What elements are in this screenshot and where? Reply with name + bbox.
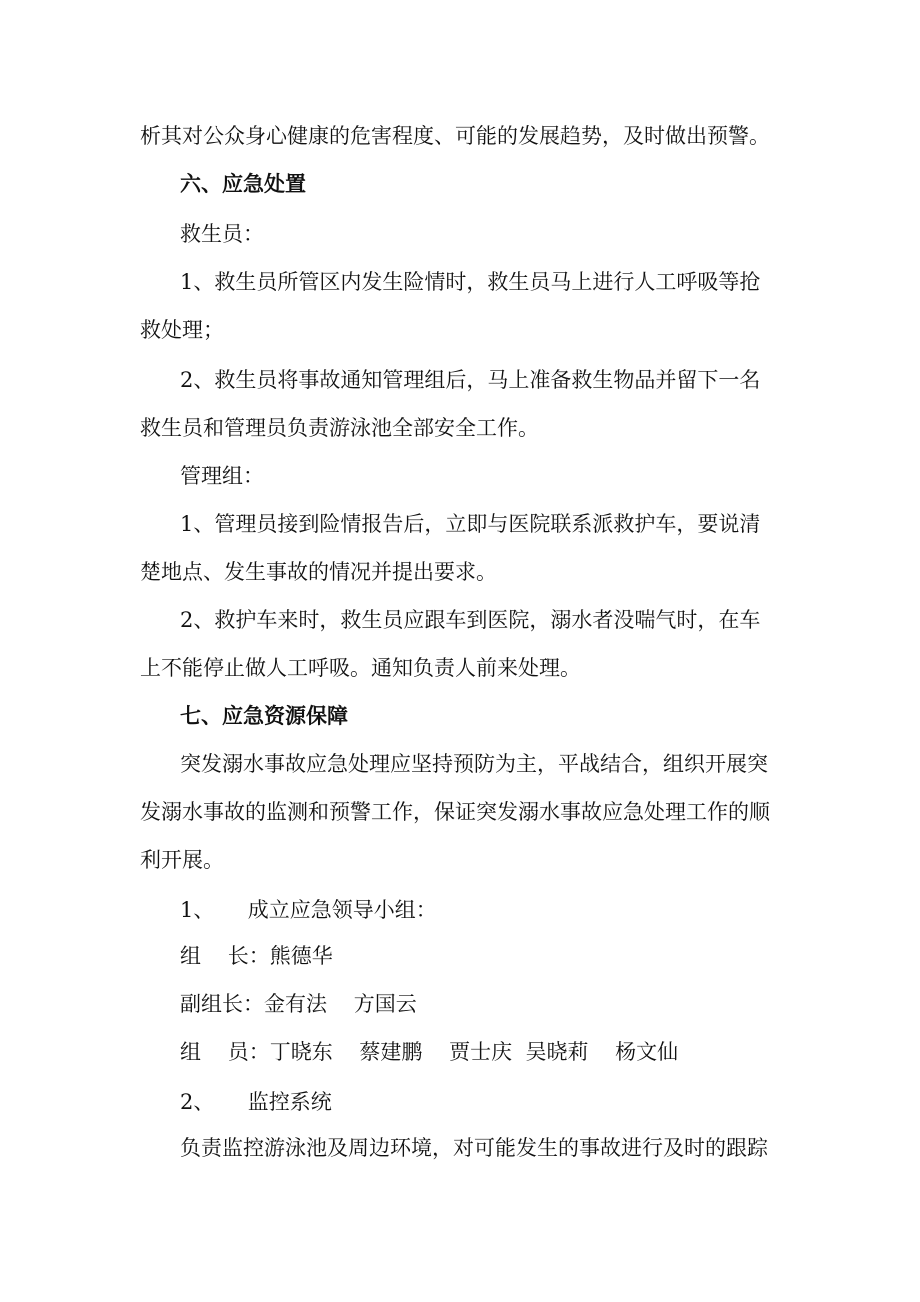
paragraph-line: 救处理； [140, 318, 224, 342]
paragraph-line: 2、救护车来时，救生员应跟车到医院，溺水者没喘气时，在车 [180, 608, 761, 632]
paragraph-line: 突发溺水事故应急处理应坚持预防为主，平战结合，组织开展突 [180, 752, 768, 776]
paragraph-line: 上不能停止做人工呼吸。通知负责人前来处理。 [140, 656, 581, 680]
paragraph-line: 利开展。 [140, 848, 224, 872]
paragraph-line: 析其对公众身心健康的危害程度、可能的发展趋势，及时做出预警。 [140, 124, 770, 148]
group-leader-line: 组 长：熊德华 [180, 944, 333, 968]
list-item-monitoring-system: 2、 监控系统 [180, 1090, 332, 1114]
paragraph-line: 1、管理员接到险情报告后，立即与医院联系派救护车，要说清 [180, 512, 761, 536]
deputy-leader-line: 副组长：金有法 方国云 [180, 992, 417, 1016]
paragraph-line: 2、救生员将事故通知管理组后，马上准备救生物品并留下一名 [180, 368, 761, 392]
paragraph-line: 楚地点、发生事故的情况并提出要求。 [140, 560, 497, 584]
paragraph-line: 负责监控游泳池及周边环境，对可能发生的事故进行及时的跟踪 [180, 1136, 768, 1160]
group-members-line: 组 员：丁晓东 蔡建鹏 贾士庆 吴晓莉 杨文仙 [180, 1040, 679, 1064]
list-item-leadership-group: 1、 成立应急领导小组： [180, 898, 437, 922]
paragraph-line: 救生员和管理员负责游泳池全部安全工作。 [140, 416, 539, 440]
subheading-lifeguard: 救生员： [180, 222, 264, 246]
paragraph-line: 发溺水事故的监测和预警工作，保证突发溺水事故应急处理工作的顺 [140, 800, 770, 824]
section-heading-resource-guarantee: 七、应急资源保障 [180, 704, 348, 728]
paragraph-line: 1、救生员所管区内发生险情时，救生员马上进行人工呼吸等抢 [180, 270, 761, 294]
subheading-management-group: 管理组： [180, 464, 264, 488]
section-heading-emergency-response: 六、应急处置 [180, 172, 306, 196]
